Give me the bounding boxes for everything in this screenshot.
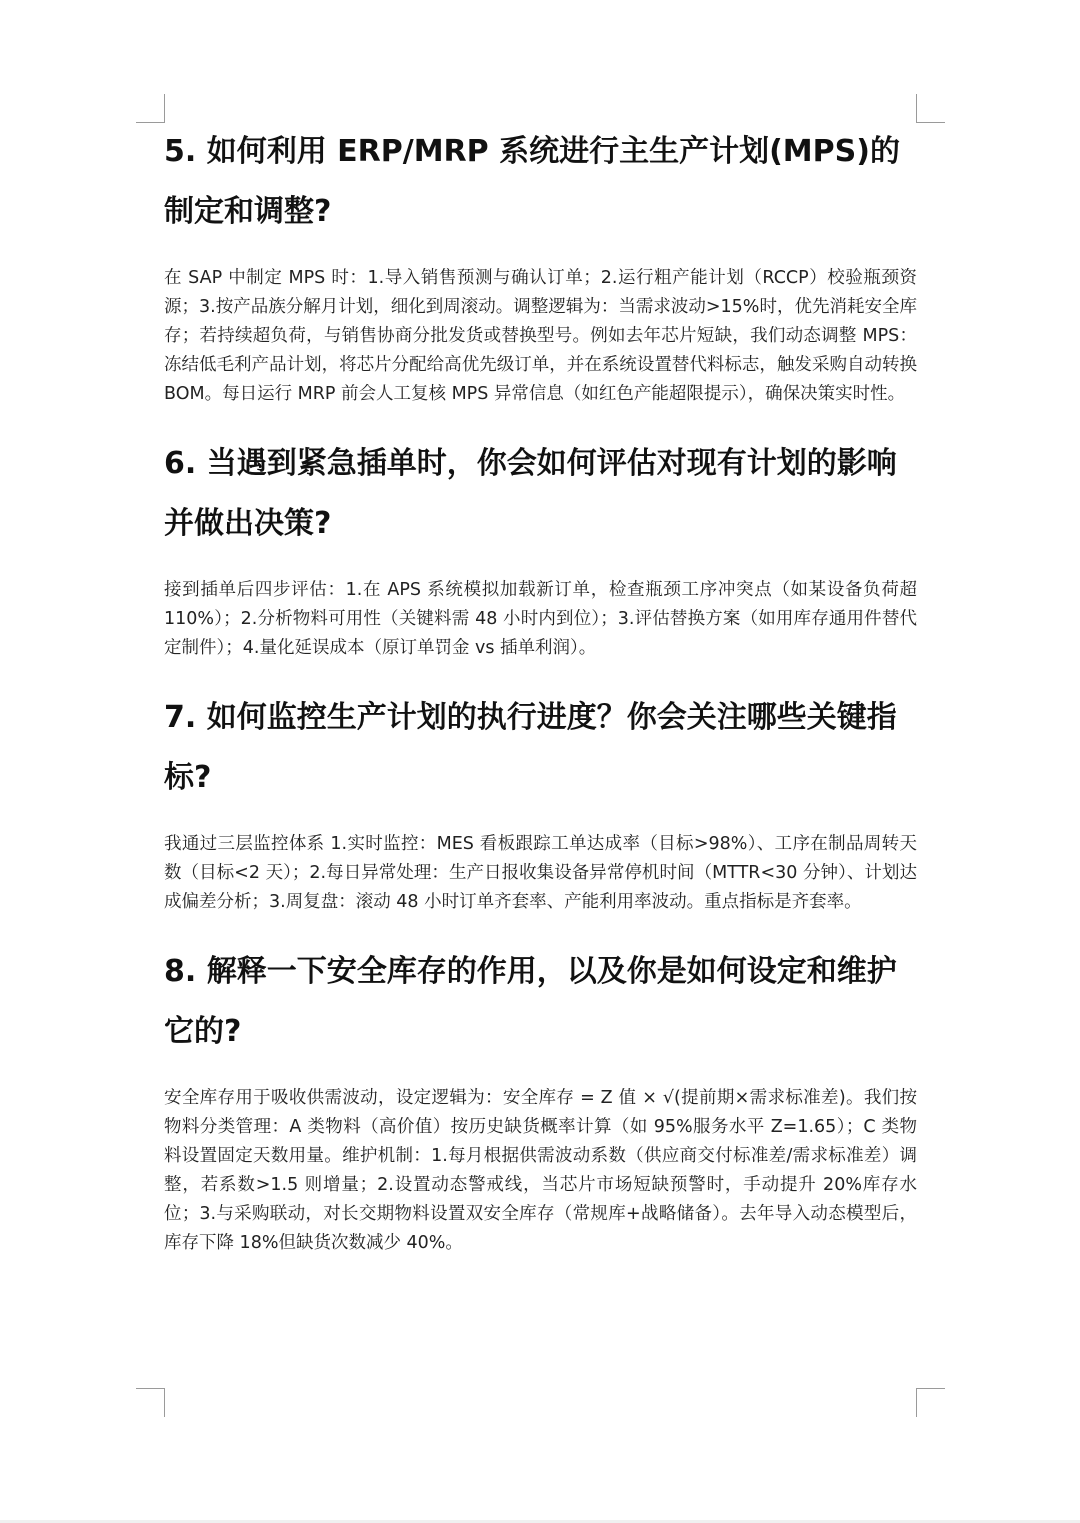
question-heading: 8. 解释一下安全库存的作用，以及你是如何设定和维护它的?	[164, 954, 897, 1049]
qa-section-6	[164, 434, 917, 663]
crop-mark-bottom-right	[916, 1388, 945, 1417]
qa-section-7	[164, 688, 917, 917]
qa-section-5	[164, 122, 917, 409]
crop-mark-top-left	[136, 94, 165, 123]
answer-paragraph: 在 SAP 中制定 MPS 时：1.导入销售预测与确认订单；2.运行粗产能计划（RCCP）校验瓶颈资源；3.按产品族分解月计划，细化到周滚动。调整逻辑为：当需求波动>15%时，优先消耗安全库存；若持续超负荷，与销售协商分批发货或替换型号。例如去年芯片短缺，我们动态调整 MPS：冻结低毛利产品计划，将芯片分配给高优先级订单，并在系统设置替代料标志，触发采购自动转换 BOM。每日运行 MRP 前会人工复核 MPS 异常信息（如红色产能超限提示），确保决策实时性。	[164, 268, 917, 404]
crop-mark-top-right	[916, 94, 945, 123]
qa-section-8	[164, 942, 917, 1258]
page-content	[164, 122, 917, 1258]
question-heading: 6. 当遇到紧急插单时，你会如何评估对现有计划的影响并做出决策?	[164, 446, 897, 541]
crop-mark-bottom-left	[136, 1388, 165, 1417]
question-heading: 7. 如何监控生产计划的执行进度？你会关注哪些关键指标?	[164, 700, 897, 795]
answer-paragraph: 安全库存用于吸收供需波动，设定逻辑为：安全库存 = Z 值 × √(提前期×需求标准差)。我们按物料分类管理：A 类物料（高价值）按历史缺货概率计算（如 95%服务水平 Z=1.65）；C 类物料设置固定天数用量。维护机制：1.每月根据供需波动系数（供应商交付标准差/需求标准差）调整，若系数>1.5 则增量；2.设置动态警戒线，当芯片市场短缺预警时，手动提升 20%库存水位；3.与采购联动，对长交期物料设置双安全库存（常规库+战略储备）。去年导入动态模型后，库存下降 18%但缺货次数减少 40%。	[164, 1088, 917, 1253]
answer-paragraph: 我通过三层监控体系 1.实时监控：MES 看板跟踪工单达成率（目标>98%）、工序在制品周转天数（目标<2 天）；2.每日异常处理：生产日报收集设备异常停机时间（MTTR<30 分钟）、计划达成偏差分析；3.周复盘：滚动 48 小时订单齐套率、产能利用率波动。重点指标是齐套率。	[164, 834, 917, 912]
answer-paragraph: 接到插单后四步评估：1.在 APS 系统模拟加载新订单，检查瓶颈工序冲突点（如某设备负荷超 110%）；2.分析物料可用性（关键料需 48 小时内到位）；3.评估替换方案（如用库存通用件替代定制件）；4.量化延误成本（原订单罚金 vs 插单利润）。	[164, 580, 917, 658]
question-heading: 5. 如何利用 ERP/MRP 系统进行主生产计划(MPS)的制定和调整?	[164, 134, 900, 229]
